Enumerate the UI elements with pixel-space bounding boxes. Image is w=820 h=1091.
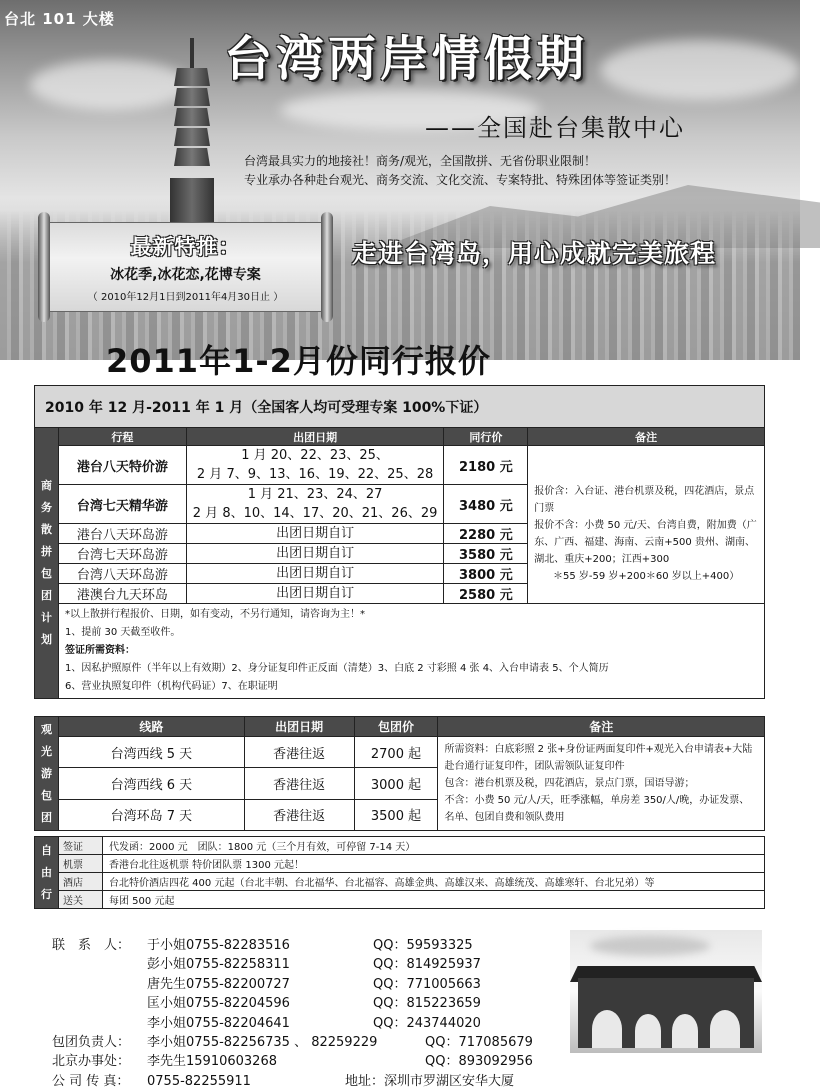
item-key: 送关 — [59, 891, 103, 909]
table-row — [35, 873, 765, 891]
contact-list — [52, 936, 533, 1091]
date-cell: 1 月 21、23、24、27 2 月 8、10、14、17、20、21、26、29 — [186, 485, 444, 524]
cloud-decoration — [30, 60, 190, 110]
page-subtitle: ——全国赴台集散中心 — [425, 114, 685, 142]
item-value: 台北特价酒店四花 400 元起（台北丰朝、台北福华、台北福容、高雄金典、高雄汉来、高雄统茂、高雄寒轩、台北兄弟）等 — [103, 873, 765, 891]
price-cell: 2280 元 — [444, 524, 528, 544]
special-offer-scroll — [38, 212, 333, 322]
column-header: 备注 — [528, 428, 765, 446]
route-cell: 台湾环岛 7 天 — [58, 799, 244, 830]
route-cell: 港台八天特价游 — [58, 446, 186, 485]
sightseeing-note: 所需资料：白底彩照 2 张+身份证两面复印件+观光入台申请表+大陆赴台通行证复印件，团队需领队证复印件 包含：港台机票及税，四花酒店，景点门票，国语导游； 不含：小费 50 元/人/天，旺季涨幅，单房差 350/人/晚，办证发票、名单、包团自费和领队费用 — [438, 737, 765, 831]
price-cell: 2580 元 — [444, 584, 528, 604]
contact-row: 匡小姐0755-82204596 QQ：815223659 — [147, 996, 481, 1012]
date-cell: 出团日期自订 — [186, 544, 444, 564]
business-tour-table — [34, 385, 765, 699]
memorial-gate-image — [570, 930, 762, 1053]
table-row — [35, 855, 765, 873]
price-cell: 2700 起 — [354, 737, 438, 768]
price-cell: 3500 起 — [354, 799, 438, 830]
table-row — [35, 891, 765, 909]
price-heading: 2011年1-2月份同行报价 — [106, 342, 491, 380]
date-cell: 出团日期自订 — [186, 564, 444, 584]
business-footnote: *以上散拼行程报价、日期，如有变动，不另行通知，请咨询为主！* 1、提前 30 天截至收件。 签证所需资料： 1、因私护照原件（半年以上有效期）2、身分证复印件正反面（清楚）3、白底 2 寸彩照 4 张 4、入台申请表 5、个人简历 6、营业执照复印件（机构代码证）7、在职证明 — [58, 604, 764, 699]
route-cell: 台湾八天环岛游 — [58, 564, 186, 584]
business-banner: 2010 年 12 月-2011 年 1 月（全国客人均可受理专案 100%下证） — [35, 386, 765, 428]
cloud-decoration — [600, 40, 800, 100]
table-row — [35, 737, 765, 768]
free-travel-side-label: 自由行 — [35, 837, 59, 909]
intro-line: 专业承办各种赴台观光、商务交流、文化交流、专案特批、特殊团体等签证类别！ — [244, 173, 677, 187]
table-row — [35, 446, 765, 485]
column-header: 出团日期 — [186, 428, 444, 446]
column-header: 备注 — [438, 717, 765, 737]
sightseeing-tour-table — [34, 716, 765, 831]
route-cell: 港台八天环岛游 — [58, 524, 186, 544]
route-cell: 港澳台九天环岛 — [58, 584, 186, 604]
header-banner — [0, 0, 800, 360]
route-cell: 台湾七天精华游 — [58, 485, 186, 524]
contact-row: 公 司 传 真： 0755-82255911 地址：深圳市罗湖区安华大厦 — [52, 1073, 515, 1089]
contact-row: 联 系 人： 于小姐0755-82283516 QQ：59593325 — [52, 938, 473, 953]
table-row — [35, 837, 765, 855]
column-header: 线路 — [58, 717, 244, 737]
contact-row: 唐先生0755-82200727 QQ：771005663 — [147, 976, 481, 992]
taipei-101-tower-image — [168, 38, 216, 223]
tower-label: 台北 101 大楼 — [4, 10, 115, 28]
item-value: 代发函：2000 元 团队：1800 元（三个月有效，可停留 7-14 天） — [103, 837, 765, 855]
date-cell: 香港往返 — [244, 768, 354, 799]
date-cell: 香港往返 — [244, 799, 354, 830]
price-cell: 3000 起 — [354, 768, 438, 799]
price-cell: 3580 元 — [444, 544, 528, 564]
item-key: 签证 — [59, 837, 103, 855]
date-cell: 出团日期自订 — [186, 584, 444, 604]
price-cell: 2180 元 — [444, 446, 528, 485]
free-travel-table — [34, 836, 765, 909]
special-offer-text: 冰花季,冰花恋,花博专案 — [110, 267, 261, 283]
column-header: 包团价 — [354, 717, 438, 737]
item-value: 香港台北往返机票 特价团队票 1300 元起！ — [103, 855, 765, 873]
contact-row: 彭小姐0755-82258311 QQ：814925937 — [147, 957, 481, 973]
intro-text — [244, 152, 676, 190]
route-cell: 台湾七天环岛游 — [58, 544, 186, 564]
date-cell: 1 月 20、22、23、25、 2 月 7、9、13、16、19、22、25、28 — [186, 446, 444, 485]
item-key: 机票 — [59, 855, 103, 873]
price-cell: 3480 元 — [444, 485, 528, 524]
route-cell: 台湾西线 6 天 — [58, 768, 244, 799]
route-cell: 台湾西线 5 天 — [58, 737, 244, 768]
contact-row: 北京办事处： 李先生15910603268 QQ：893092956 — [52, 1054, 533, 1070]
column-header: 出团日期 — [244, 717, 354, 737]
scroll-rod — [321, 212, 333, 322]
column-header: 行程 — [58, 428, 186, 446]
business-side-label: 商务散拼包团计划 — [35, 428, 59, 699]
price-cell: 3800 元 — [444, 564, 528, 584]
special-offer-title: 最新特推： — [130, 235, 241, 259]
item-value: 每团 500 元起 — [103, 891, 765, 909]
slogan: 走进台湾岛，用心成就完美旅程 — [352, 239, 717, 268]
sightseeing-side-label: 观光游包团 — [35, 717, 59, 831]
business-note: 报价含：入台证、港台机票及税，四花酒店，景点门票 报价不含：小费 50 元/天、台湾自费，附加费（广东、广西、福建、海南、云南+500 贵州、湖南、湖北、重庆+200；江西+300 ＊55 岁-59 岁+200＊60 岁以上+400） — [528, 446, 765, 604]
contact-row: 包团负责人： 李小姐0755-82256735 、 82259229 QQ：717085679 — [52, 1035, 533, 1051]
column-header: 同行价 — [444, 428, 528, 446]
page-title: 台湾两岸情假期 — [224, 31, 589, 87]
scroll-rod — [38, 212, 50, 322]
intro-line: 台湾最具实力的地接社！商务/观光，全国散拼、无省份职业限制！ — [244, 154, 597, 168]
contact-row: 李小姐0755-82204641 QQ：243744020 — [147, 1015, 481, 1031]
special-offer-date: （ 2010年12月1日到2011年4月30日止 ） — [87, 292, 284, 303]
date-cell: 出团日期自订 — [186, 524, 444, 544]
date-cell: 香港往返 — [244, 737, 354, 768]
item-key: 酒店 — [59, 873, 103, 891]
